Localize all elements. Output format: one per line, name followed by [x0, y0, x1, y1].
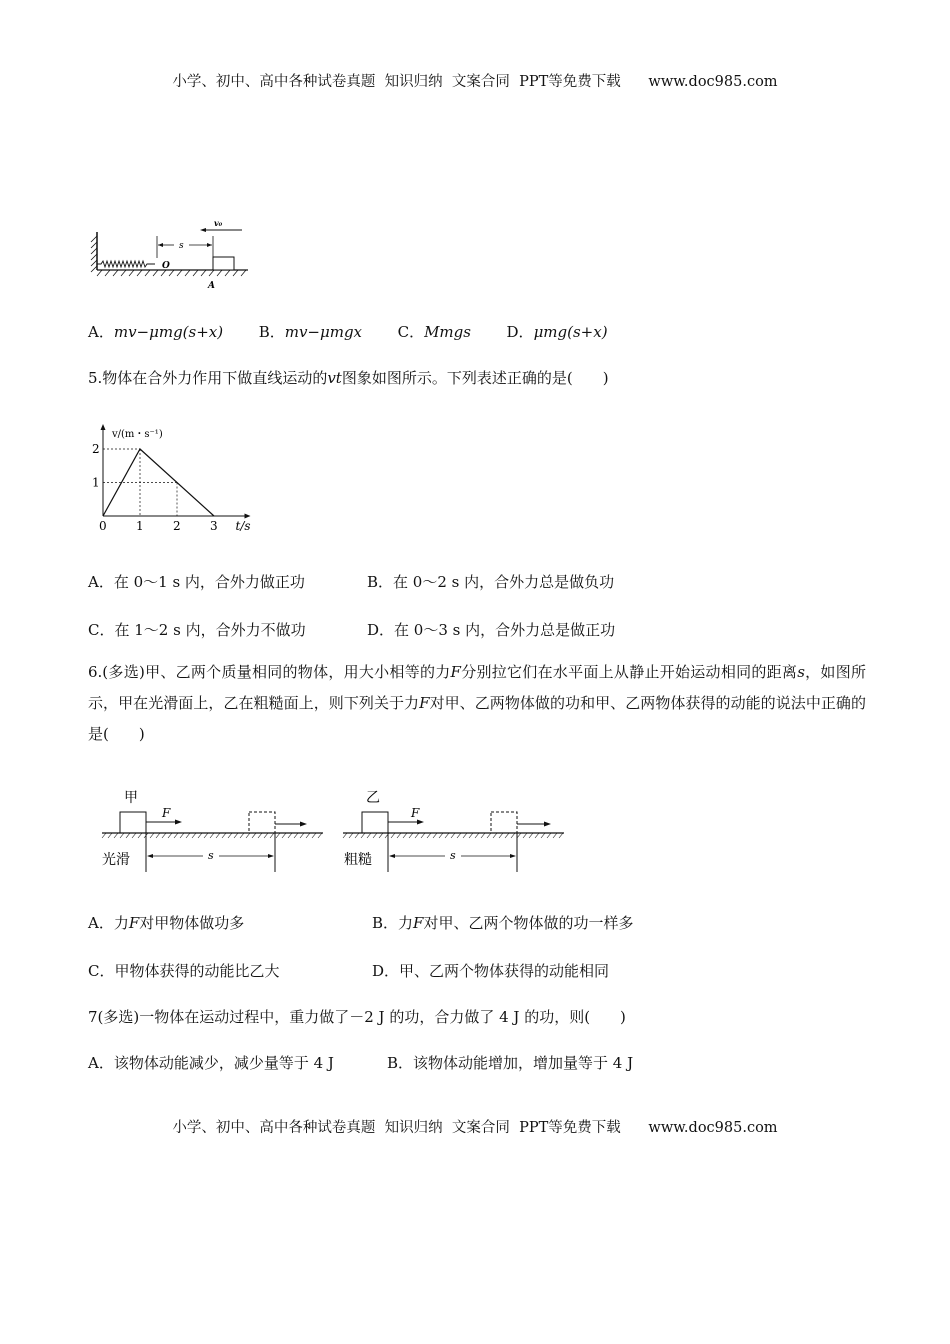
block-yi-panel: [343, 790, 564, 872]
x-axis-label: t/s: [235, 519, 251, 533]
q4-option-d: D．μmg(s+x): [506, 323, 608, 341]
q5-option-d: D．在 0～3 s 内，合外力总是做正功: [367, 621, 616, 639]
two-blocks-figure: [98, 784, 568, 876]
q5-stem: 5.物体在合外力作用下做直线运动的vt图象如图所示。下列表述正确的是( ): [88, 369, 609, 387]
block-jia: [120, 812, 146, 833]
yi-label: 乙: [366, 790, 380, 806]
block-jia-final: [249, 812, 275, 833]
distance-s-label: s: [179, 241, 184, 251]
v0-label: v₀: [214, 218, 223, 228]
x-tick-label: 2: [173, 519, 181, 533]
spring-block-figure: [86, 212, 256, 292]
q5-option-b: B．在 0～2 s 内，合外力总是做负功: [367, 573, 615, 591]
q4-option-b: B．mv−μmgx: [258, 323, 363, 341]
block-yi: [362, 812, 388, 833]
q7-option-a: A．该物体动能减少，减少量等于 4 J: [88, 1054, 334, 1072]
point-o-label: O: [162, 261, 170, 271]
x-axis-arrow: [245, 514, 251, 519]
q4-options: [88, 321, 608, 342]
y-tick-label: 2: [92, 442, 100, 456]
distance-s-label-yi: s: [450, 849, 456, 862]
y-tick-label: 1: [92, 475, 100, 490]
q4-option-c: C．Mmgs: [397, 323, 471, 341]
block-a: [213, 257, 234, 270]
block-yi-final: [491, 812, 517, 833]
q6-option-a: A．力F对甲物体做功多: [88, 914, 245, 932]
q6-option-d: D．甲、乙两个物体获得的动能相同: [372, 962, 610, 980]
q6-stem: 6.(多选)甲、乙两个质量相同的物体，用大小相等的力F分别拉它们在水平面上从静止开始运动相同的距离s，如图所示，甲在光滑面上，乙在粗糙面上，则下列关于力F对甲、乙两物体做的功和甲、乙两物体获得的动能的说法中正确的是( ): [88, 663, 866, 743]
x-tick-label: 1: [136, 519, 144, 533]
jia-label: 甲: [124, 790, 138, 806]
q7-option-b: B．该物体动能增加，增加量等于 4 J: [387, 1054, 634, 1072]
distance-s-label-jia: s: [208, 849, 214, 862]
spring: [97, 261, 155, 267]
surface-smooth-label: 光滑: [102, 852, 130, 868]
q5-option-c: C．在 1～2 s 内，合外力不做功: [88, 621, 306, 639]
page-footer: 小学、初中、高中各种试卷真题 知识归纳 文案合同 PPT等免费下载 www.doc985.com: [172, 1120, 778, 1136]
surface-rough-label: 粗糙: [344, 852, 372, 868]
q4-option-a: A．mv−μmg(s+x): [88, 323, 224, 341]
y-axis-label: v/(m・s⁻¹): [112, 429, 163, 440]
point-a-label: A: [208, 281, 215, 291]
force-f-label-jia: F: [162, 806, 171, 820]
block-jia-panel: [102, 790, 323, 872]
x-tick-label: 0: [99, 519, 107, 533]
force-f-label-yi: F: [411, 806, 420, 820]
q7-stem: 7(多选)一物体在运动过程中，重力做了－2 J 的功，合力做了 4 J 的功，则( ): [88, 1008, 626, 1026]
q6-option-c: C．甲物体获得的动能比乙大: [88, 962, 280, 980]
page-header: 小学、初中、高中各种试卷真题 知识归纳 文案合同 PPT等免费下载 www.doc985.com: [172, 74, 778, 90]
q5-option-a: A．在 0～1 s 内，合外力做正功: [88, 573, 305, 591]
q6-option-b: B．力F对甲、乙两个物体做的功一样多: [372, 914, 634, 932]
x-tick-label: 3: [210, 519, 218, 533]
vt-graph: [92, 418, 262, 538]
y-axis-arrow: [101, 424, 106, 430]
